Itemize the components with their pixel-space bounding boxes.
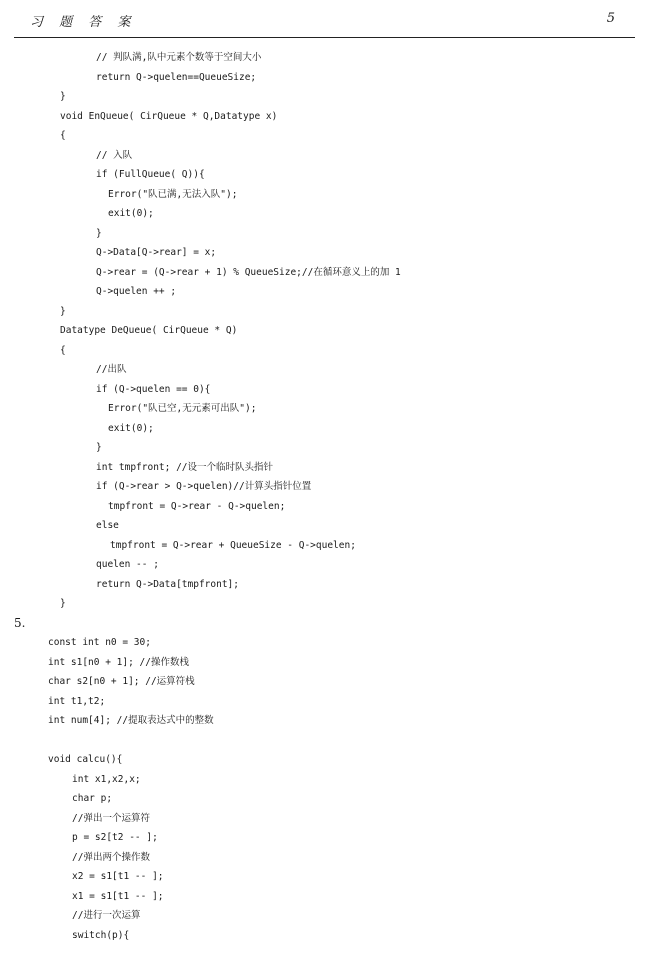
code-line: // 判队满,队中元素个数等于空间大小 xyxy=(96,52,262,63)
code-line: char p; xyxy=(72,793,113,804)
code-line: int tmpfront; //设一个临时队头指针 xyxy=(96,461,274,473)
code-line: Error("队已满,无法入队"); xyxy=(108,188,238,200)
code-line: quelen -- ; xyxy=(96,559,159,570)
code-line: x1 = s1[t1 -- ]; xyxy=(72,890,164,902)
code-line: return Q->Data[tmpfront]; xyxy=(96,578,239,590)
code-line: exit(0); xyxy=(108,422,154,434)
code-line: const int n0 = 30; xyxy=(48,637,151,648)
code-line: int s1[n0 + 1]; //操作数栈 xyxy=(48,656,189,668)
code-line: Q->rear = (Q->rear + 1) % QueueSize;//在循环意义上的加 1 xyxy=(96,266,401,278)
code-line: void calcu(){ xyxy=(48,754,123,765)
code-line: } xyxy=(60,91,66,102)
code-line: //进行一次运算 xyxy=(72,910,141,921)
blank-line xyxy=(0,731,649,751)
code-line: p = s2[t2 -- ]; xyxy=(72,832,158,843)
code-line: tmpfront = Q->rear + QueueSize - Q->quelen; xyxy=(110,539,356,551)
code-line: if (Q->quelen == 0){ xyxy=(96,383,211,395)
code-line xyxy=(0,614,649,634)
code-line: } xyxy=(96,442,102,453)
code-line: switch(p){ xyxy=(72,929,130,941)
code-line: return Q->quelen==QueueSize; xyxy=(96,71,257,83)
code-line: } xyxy=(60,305,66,317)
code-line: char s2[n0 + 1]; //运算符栈 xyxy=(48,676,195,687)
code-line: int t1,t2; xyxy=(48,695,106,707)
running-title: 习 题 答 案 xyxy=(30,15,137,30)
code-line: Datatype DeQueue( CirQueue * Q) xyxy=(60,325,238,336)
code-line: x2 = s1[t1 -- ]; xyxy=(72,871,164,882)
code-line: } xyxy=(60,598,66,609)
page-number: 5 xyxy=(606,11,615,26)
code-line: //出队 xyxy=(96,364,127,375)
code-line: else xyxy=(96,520,119,531)
code-line: tmpfront = Q->rear - Q->quelen; xyxy=(108,500,286,512)
code-line: Q->Data[Q->rear] = x; xyxy=(96,247,217,258)
code-line: // 入队 xyxy=(96,149,133,161)
header-rule xyxy=(14,37,635,38)
code-line: Q->quelen ++ ; xyxy=(96,286,177,297)
code-line: if (Q->rear > Q->quelen)//计算头指针位置 xyxy=(96,481,312,492)
code-line: { xyxy=(60,130,66,141)
code-line: { xyxy=(60,344,66,356)
question-number: 5. xyxy=(14,615,26,630)
code-listing xyxy=(0,48,649,945)
code-line: exit(0); xyxy=(108,208,154,219)
code-line: Error("队已空,无元素可出队"); xyxy=(108,403,257,414)
code-line: void EnQueue( CirQueue * Q,Datatype x) xyxy=(60,110,278,122)
code-line: int num[4]; //提取表达式中的整数 xyxy=(48,715,214,726)
code-line: int x1,x2,x; xyxy=(72,773,141,785)
code-line: if (FullQueue( Q)){ xyxy=(96,169,205,180)
code-line: //弹出两个操作数 xyxy=(72,851,150,863)
page-header xyxy=(0,0,649,38)
code-line: } xyxy=(96,227,102,239)
code-line: //弹出一个运算符 xyxy=(72,812,150,824)
